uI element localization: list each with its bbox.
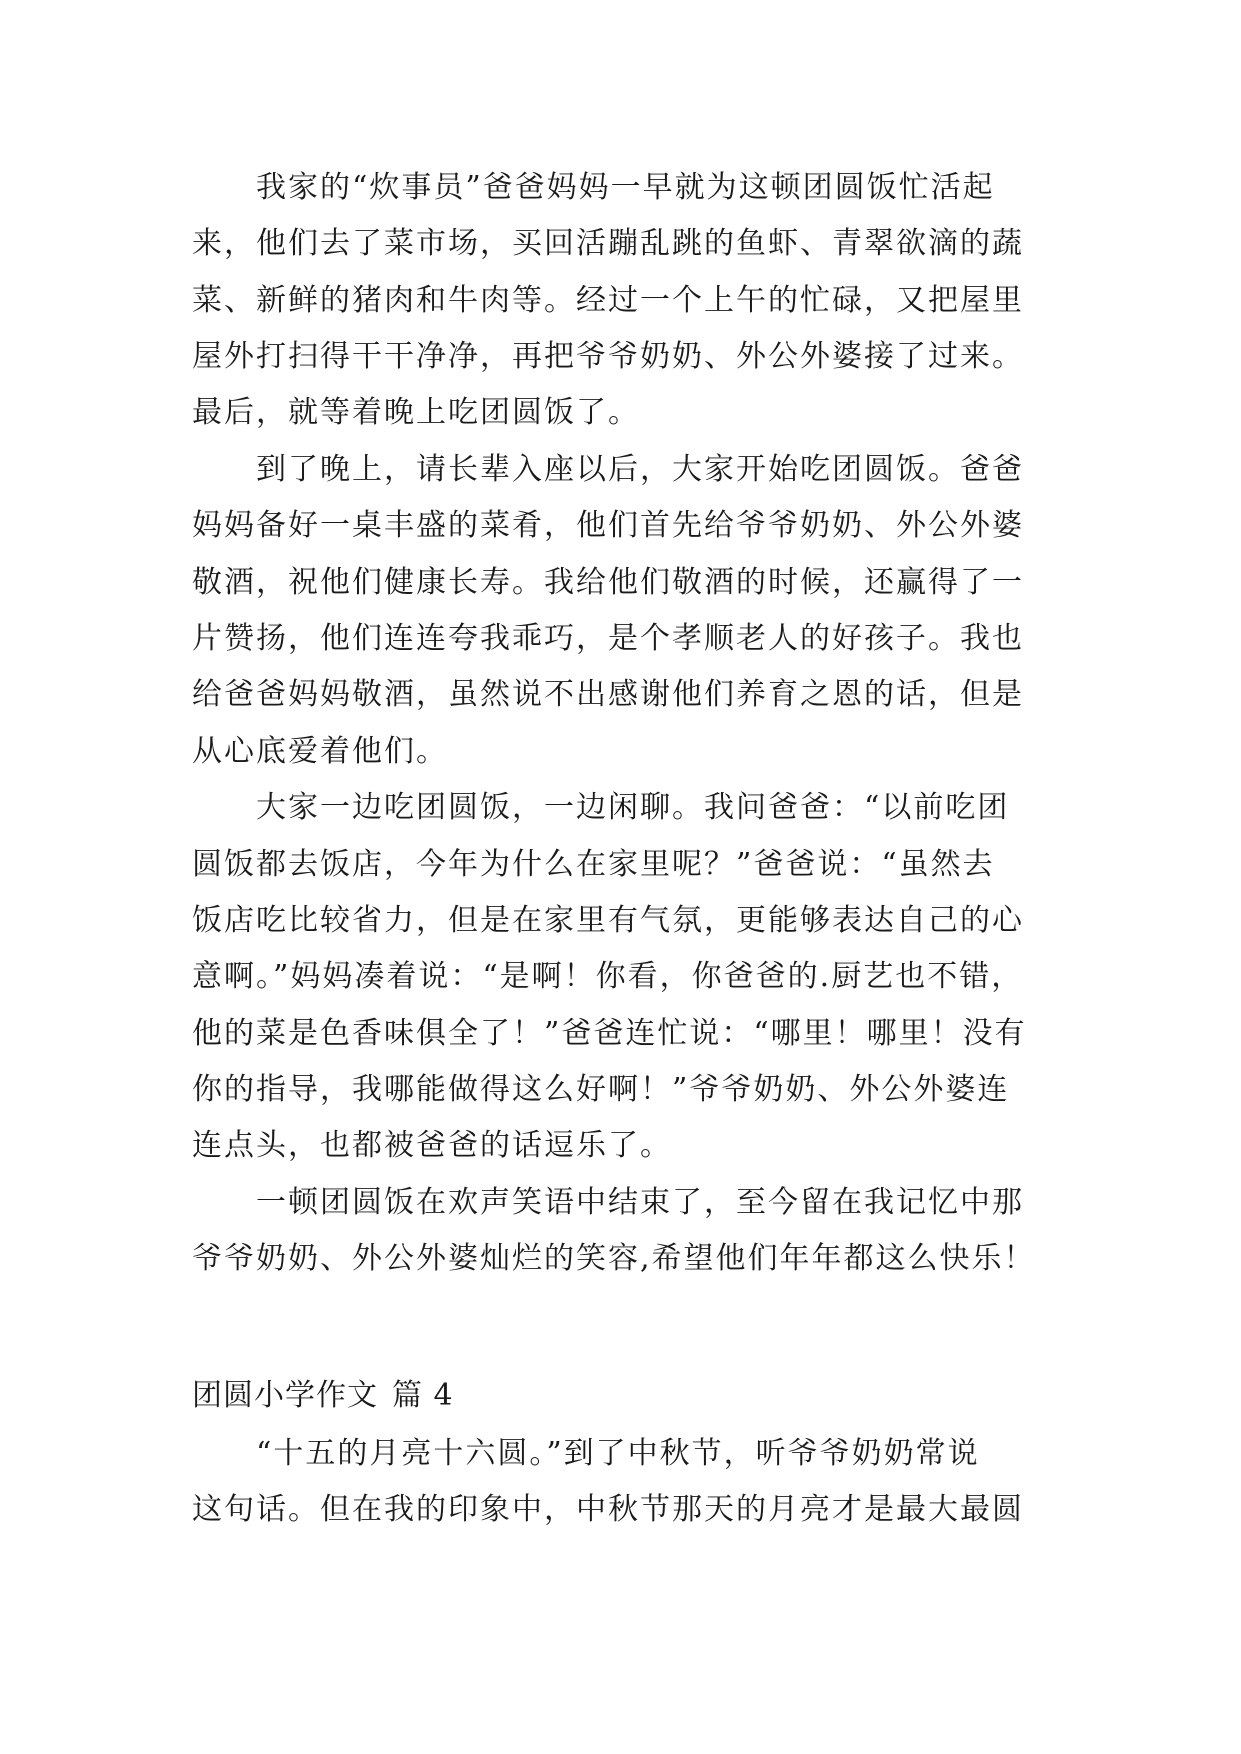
paragraph-3-line-5: 他的菜是色香味俱全了！”爸爸连忙说：“哪里！哪里！没有 — [192, 1016, 1027, 1051]
paragraph-2-line-4: 片赞扬，他们连连夸我乖巧，是个孝顺老人的好孩子。我也 — [192, 621, 1024, 656]
paragraph-1-line-2: 来，他们去了菜市场，买回活蹦乱跳的鱼虾、青翠欲滴的蔬 — [192, 226, 1024, 261]
paragraph-1-line-5: 最后，就等着晚上吃团圆饭了。 — [192, 395, 640, 430]
paragraph-2-line-1: 到了晚上，请长辈入座以后，大家开始吃团圆饭。爸爸 — [256, 452, 1024, 487]
section-paragraph-1-line-2: 这句话。但在我的印象中，中秋节那天的月亮才是最大最圆 — [192, 1492, 1024, 1527]
paragraph-2-line-2: 妈妈备好一桌丰盛的菜肴，他们首先给爷爷奶奶、外公外婆 — [192, 508, 1024, 543]
section-paragraph-1-line-1: “十五的月亮十六圆。”到了中秋节，听爷爷奶奶常说 — [256, 1436, 980, 1471]
paragraph-3-line-7: 连点头，也都被爸爸的话逗乐了。 — [192, 1128, 672, 1163]
paragraph-3-line-6: 你的指导，我哪能做得这么好啊！”爷爷奶奶、外公外婆连 — [192, 1072, 1010, 1107]
paragraph-3-line-1: 大家一边吃团圆饭，一边闲聊。我问爸爸：“以前吃团 — [256, 790, 1010, 825]
paragraph-1-line-1: 我家的“炊事员”爸爸妈妈一早就为这顿团圆饭忙活起 — [256, 170, 995, 205]
paragraph-1-line-3: 菜、新鲜的猪肉和牛肉等。经过一个上午的忙碌，又把屋里 — [192, 283, 1024, 318]
section-heading — [192, 1376, 454, 1416]
section-heading-number: 篇 4 — [392, 1378, 454, 1413]
paragraph-4-line-1: 一顿团圆饭在欢声笑语中结束了，至今留在我记忆中那 — [256, 1185, 1024, 1220]
paragraph-2-line-6: 从心底爱着他们。 — [192, 734, 448, 769]
paragraph-2-line-5: 给爸爸妈妈敬酒，虽然说不出感谢他们养育之恩的话，但是 — [192, 677, 1024, 712]
paragraph-3-line-4: 意啊。”妈妈凑着说：“是啊！你看，你爸爸的.厨艺也不错， — [192, 959, 1024, 994]
paragraph-1-line-4: 屋外打扫得干干净净，再把爷爷奶奶、外公外婆接了过来。 — [192, 339, 1024, 374]
paragraph-3-line-2: 圆饭都去饭店，今年为什么在家里呢？”爸爸说：“虽然去 — [192, 847, 995, 882]
paragraph-2-line-3: 敬酒，祝他们健康长寿。我给他们敬酒的时候，还赢得了一 — [192, 565, 1024, 600]
paragraph-3-line-3: 饭店吃比较省力，但是在家里有气氛，更能够表达自己的心 — [192, 903, 1024, 938]
section-heading-title: 团圆小学作文 — [192, 1378, 378, 1413]
paragraph-4-line-2: 爷爷奶奶、外公外婆灿烂的笑容,希望他们年年都这么快乐！ — [192, 1241, 1036, 1276]
